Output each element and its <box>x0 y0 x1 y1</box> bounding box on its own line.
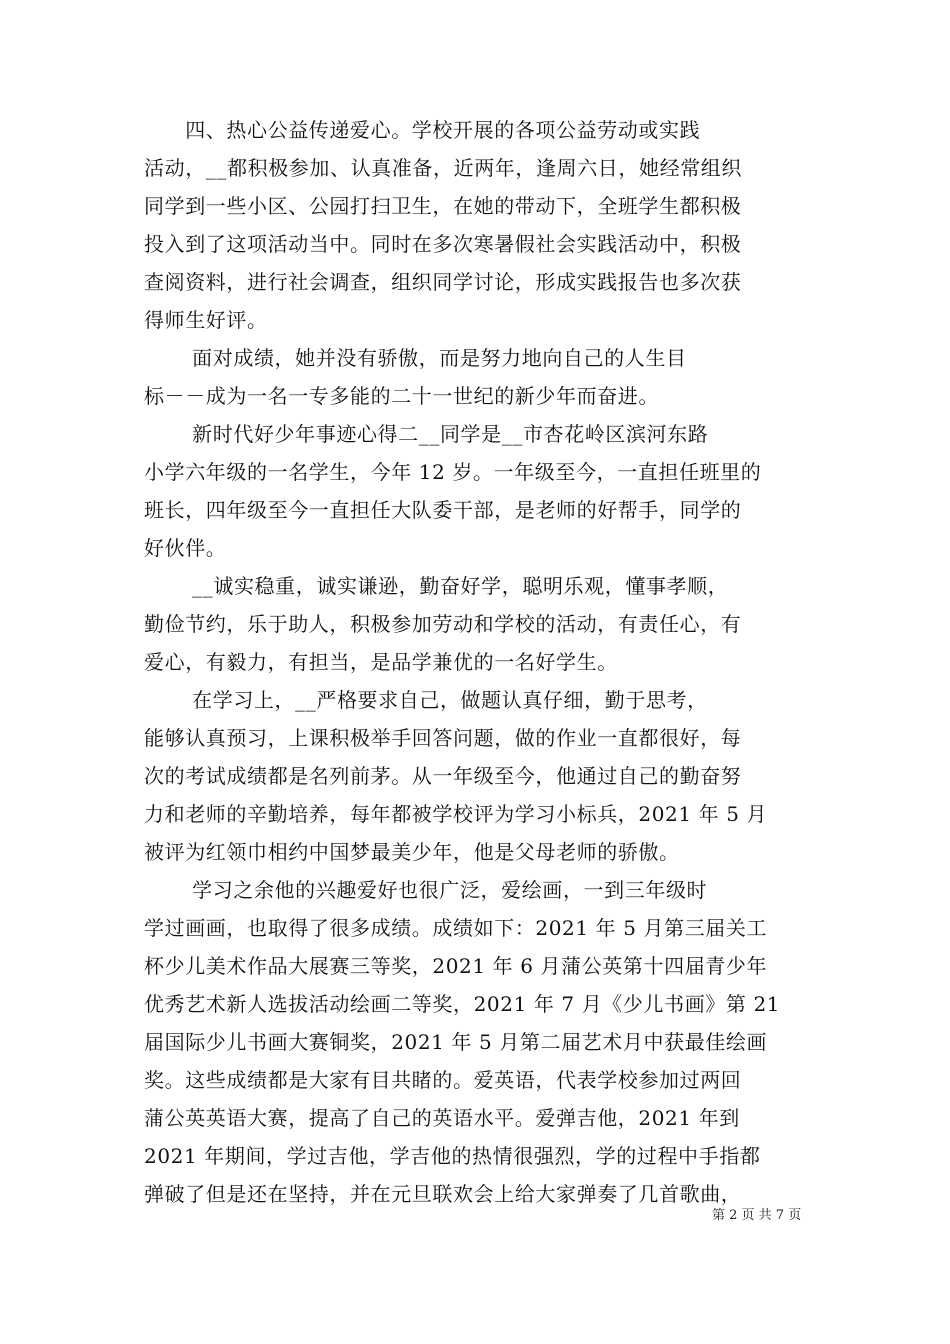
text-line: 在学习上，__严格要求自己，做题认真仔细，勤于思考， <box>144 688 708 712</box>
text-line: 新时代好少年事迹心得二__同学是__市杏花岭区滨河东路 <box>144 422 709 446</box>
text-line: 小学六年级的一名学生，今年 12 岁。一年级至今，一直担任班里的 <box>144 460 762 484</box>
text-line: 届国际少儿书画大赛铜奖，2021 年 5 月第二届艺术月中获最佳绘画 <box>144 1030 768 1054</box>
text-line: 四、热心公益传递爱心。学校开展的各项公益劳动或实践 <box>144 118 701 142</box>
text-line: 面对成绩，她并没有骄傲，而是努力地向自己的人生目 <box>144 346 687 370</box>
text-line: 得师生好评。 <box>144 308 268 332</box>
text-line: 蒲公英英语大赛，提高了自己的英语水平。爱弹吉他，2021 年到 <box>144 1106 740 1130</box>
text-line: 查阅资料，进行社会调查，组织同学讨论，形成实践报告也多次获 <box>144 270 742 294</box>
text-line: 能够认真预习，上课积极举手回答问题，做的作业一直都很好，每 <box>144 726 742 750</box>
text-line: 2021 年期间，学过吉他，学吉他的热情很强烈，学的过程中手指都 <box>144 1144 761 1168</box>
text-line: 投入到了这项活动当中。同时在多次寒暑假社会实践活动中，积极 <box>144 232 742 256</box>
text-line: 力和老师的辛勤培养，每年都被学校评为学习小标兵，2021 年 5 月 <box>144 802 768 826</box>
text-line: 被评为红领巾相约中国梦最美少年，他是父母老师的骄傲。 <box>144 840 680 864</box>
text-line: 学过画画，也取得了很多成绩。成绩如下：2021 年 5 月第三届关工 <box>144 916 768 940</box>
text-line: 标－－成为一名一专多能的二十一世纪的新少年而奋进。 <box>144 384 659 408</box>
text-line: 同学到一些小区、公园打扫卫生，在她的带动下，全班学生都积极 <box>144 194 742 218</box>
text-line: 班长，四年级至今一直担任大队委干部，是老师的好帮手，同学的 <box>144 498 742 522</box>
text-line: 优秀艺术新人选拔活动绘画二等奖，2021 年 7 月《少儿书画》第 21 <box>144 992 781 1016</box>
text-line: 好伙伴。 <box>144 536 227 560</box>
text-line: 学习之余他的兴趣爱好也很广泛，爱绘画，一到三年级时 <box>144 878 708 902</box>
text-line: 奖。这些成绩都是大家有目共睹的。爱英语，代表学校参加过两回 <box>144 1068 742 1092</box>
text-line: 活动，__都积极参加、认真准备，近两年，逢周六日，她经常组织 <box>144 156 742 180</box>
text-line: 杯少儿美术作品大展赛三等奖，2021 年 6 月蒲公英第十四届青少年 <box>144 954 768 978</box>
text-line: __诚实稳重，诚实谦逊，勤奋好学，聪明乐观，懂事孝顺， <box>144 574 729 598</box>
page-number: 第 2 页 共 7 页 <box>712 1208 802 1223</box>
text-line: 弹破了但是还在坚持，并在元旦联欢会上给大家弹奏了几首歌曲， <box>144 1182 742 1206</box>
text-line: 勤俭节约，乐于助人，积极参加劳动和学校的活动，有责任心，有 <box>144 612 742 636</box>
text-line: 爱心，有毅力，有担当，是品学兼优的一名好学生。 <box>144 650 618 674</box>
text-line: 次的考试成绩都是名列前茅。从一年级至今，他通过自己的勤奋努 <box>144 764 742 788</box>
